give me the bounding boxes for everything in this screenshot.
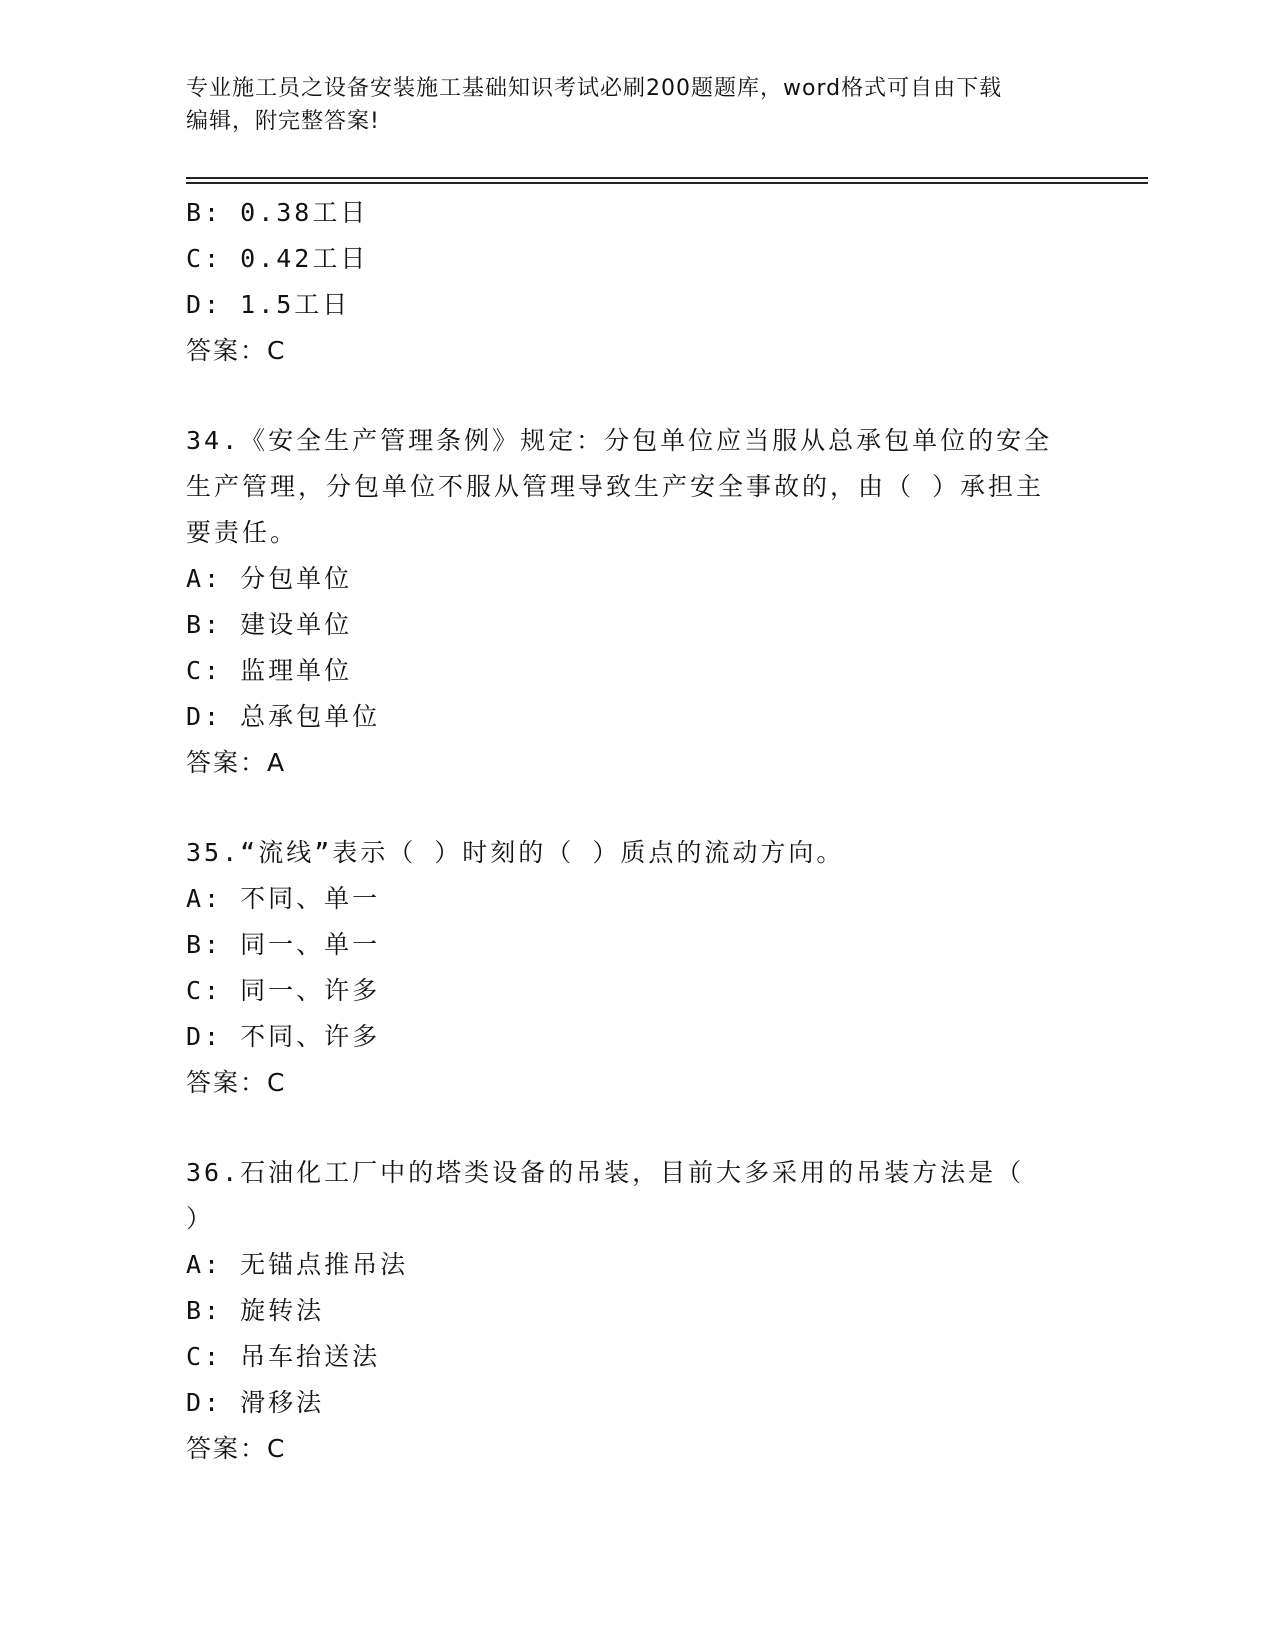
question-text-line: ） <box>186 1204 215 1233</box>
question-block-35 <box>186 830 1086 1106</box>
option-c: C: 同一、许多 <box>186 976 381 1005</box>
header-line-2: 编辑，附完整答案! <box>186 109 380 134</box>
question-text-line: 要责任。 <box>186 518 299 547</box>
option-d: D: 滑移法 <box>186 1388 325 1417</box>
answer-label: 答案：C <box>186 1068 287 1097</box>
option-d: D: 1.5工日 <box>186 290 351 319</box>
option-a: A: 无锚点推吊法 <box>186 1250 409 1279</box>
header-divider-top <box>186 177 1148 179</box>
question-text-line: 生产管理，分包单位不服从管理导致生产安全事故的，由（ ）承担主 <box>186 472 1045 501</box>
option-b: B: 同一、单一 <box>186 930 381 959</box>
answer-label: 答案：C <box>186 1434 287 1463</box>
question-text-line: 36.石油化工厂中的塔类设备的吊装，目前大多采用的吊装方法是（ <box>186 1158 1025 1187</box>
question-text-line: 34.《安全生产管理条例》规定：分包单位应当服从总承包单位的安全 <box>186 426 1053 455</box>
answer-label: 答案：A <box>186 748 287 777</box>
partial-question-block <box>186 190 1086 374</box>
header-line-1: 专业施工员之设备安装施工基础知识考试必刷200题题库，word格式可自由下载 <box>186 76 1003 101</box>
option-c: C: 监理单位 <box>186 656 353 685</box>
option-a: A: 不同、单一 <box>186 884 381 913</box>
document-header <box>186 72 1066 138</box>
option-b: B: 旋转法 <box>186 1296 325 1325</box>
question-text-line: 35.“流线”表示（ ）时刻的（ ）质点的流动方向。 <box>186 838 845 867</box>
option-b: B: 0.38工日 <box>186 198 369 227</box>
option-c: C: 0.42工日 <box>186 244 369 273</box>
question-block-34 <box>186 418 1086 786</box>
option-d: D: 不同、许多 <box>186 1022 381 1051</box>
option-c: C: 吊车抬送法 <box>186 1342 381 1371</box>
question-content <box>186 190 1086 1472</box>
header-divider-bottom <box>186 182 1148 184</box>
answer-label: 答案：C <box>186 336 287 365</box>
option-b: B: 建设单位 <box>186 610 353 639</box>
question-block-36 <box>186 1150 1086 1472</box>
option-a: A: 分包单位 <box>186 564 353 593</box>
option-d: D: 总承包单位 <box>186 702 381 731</box>
